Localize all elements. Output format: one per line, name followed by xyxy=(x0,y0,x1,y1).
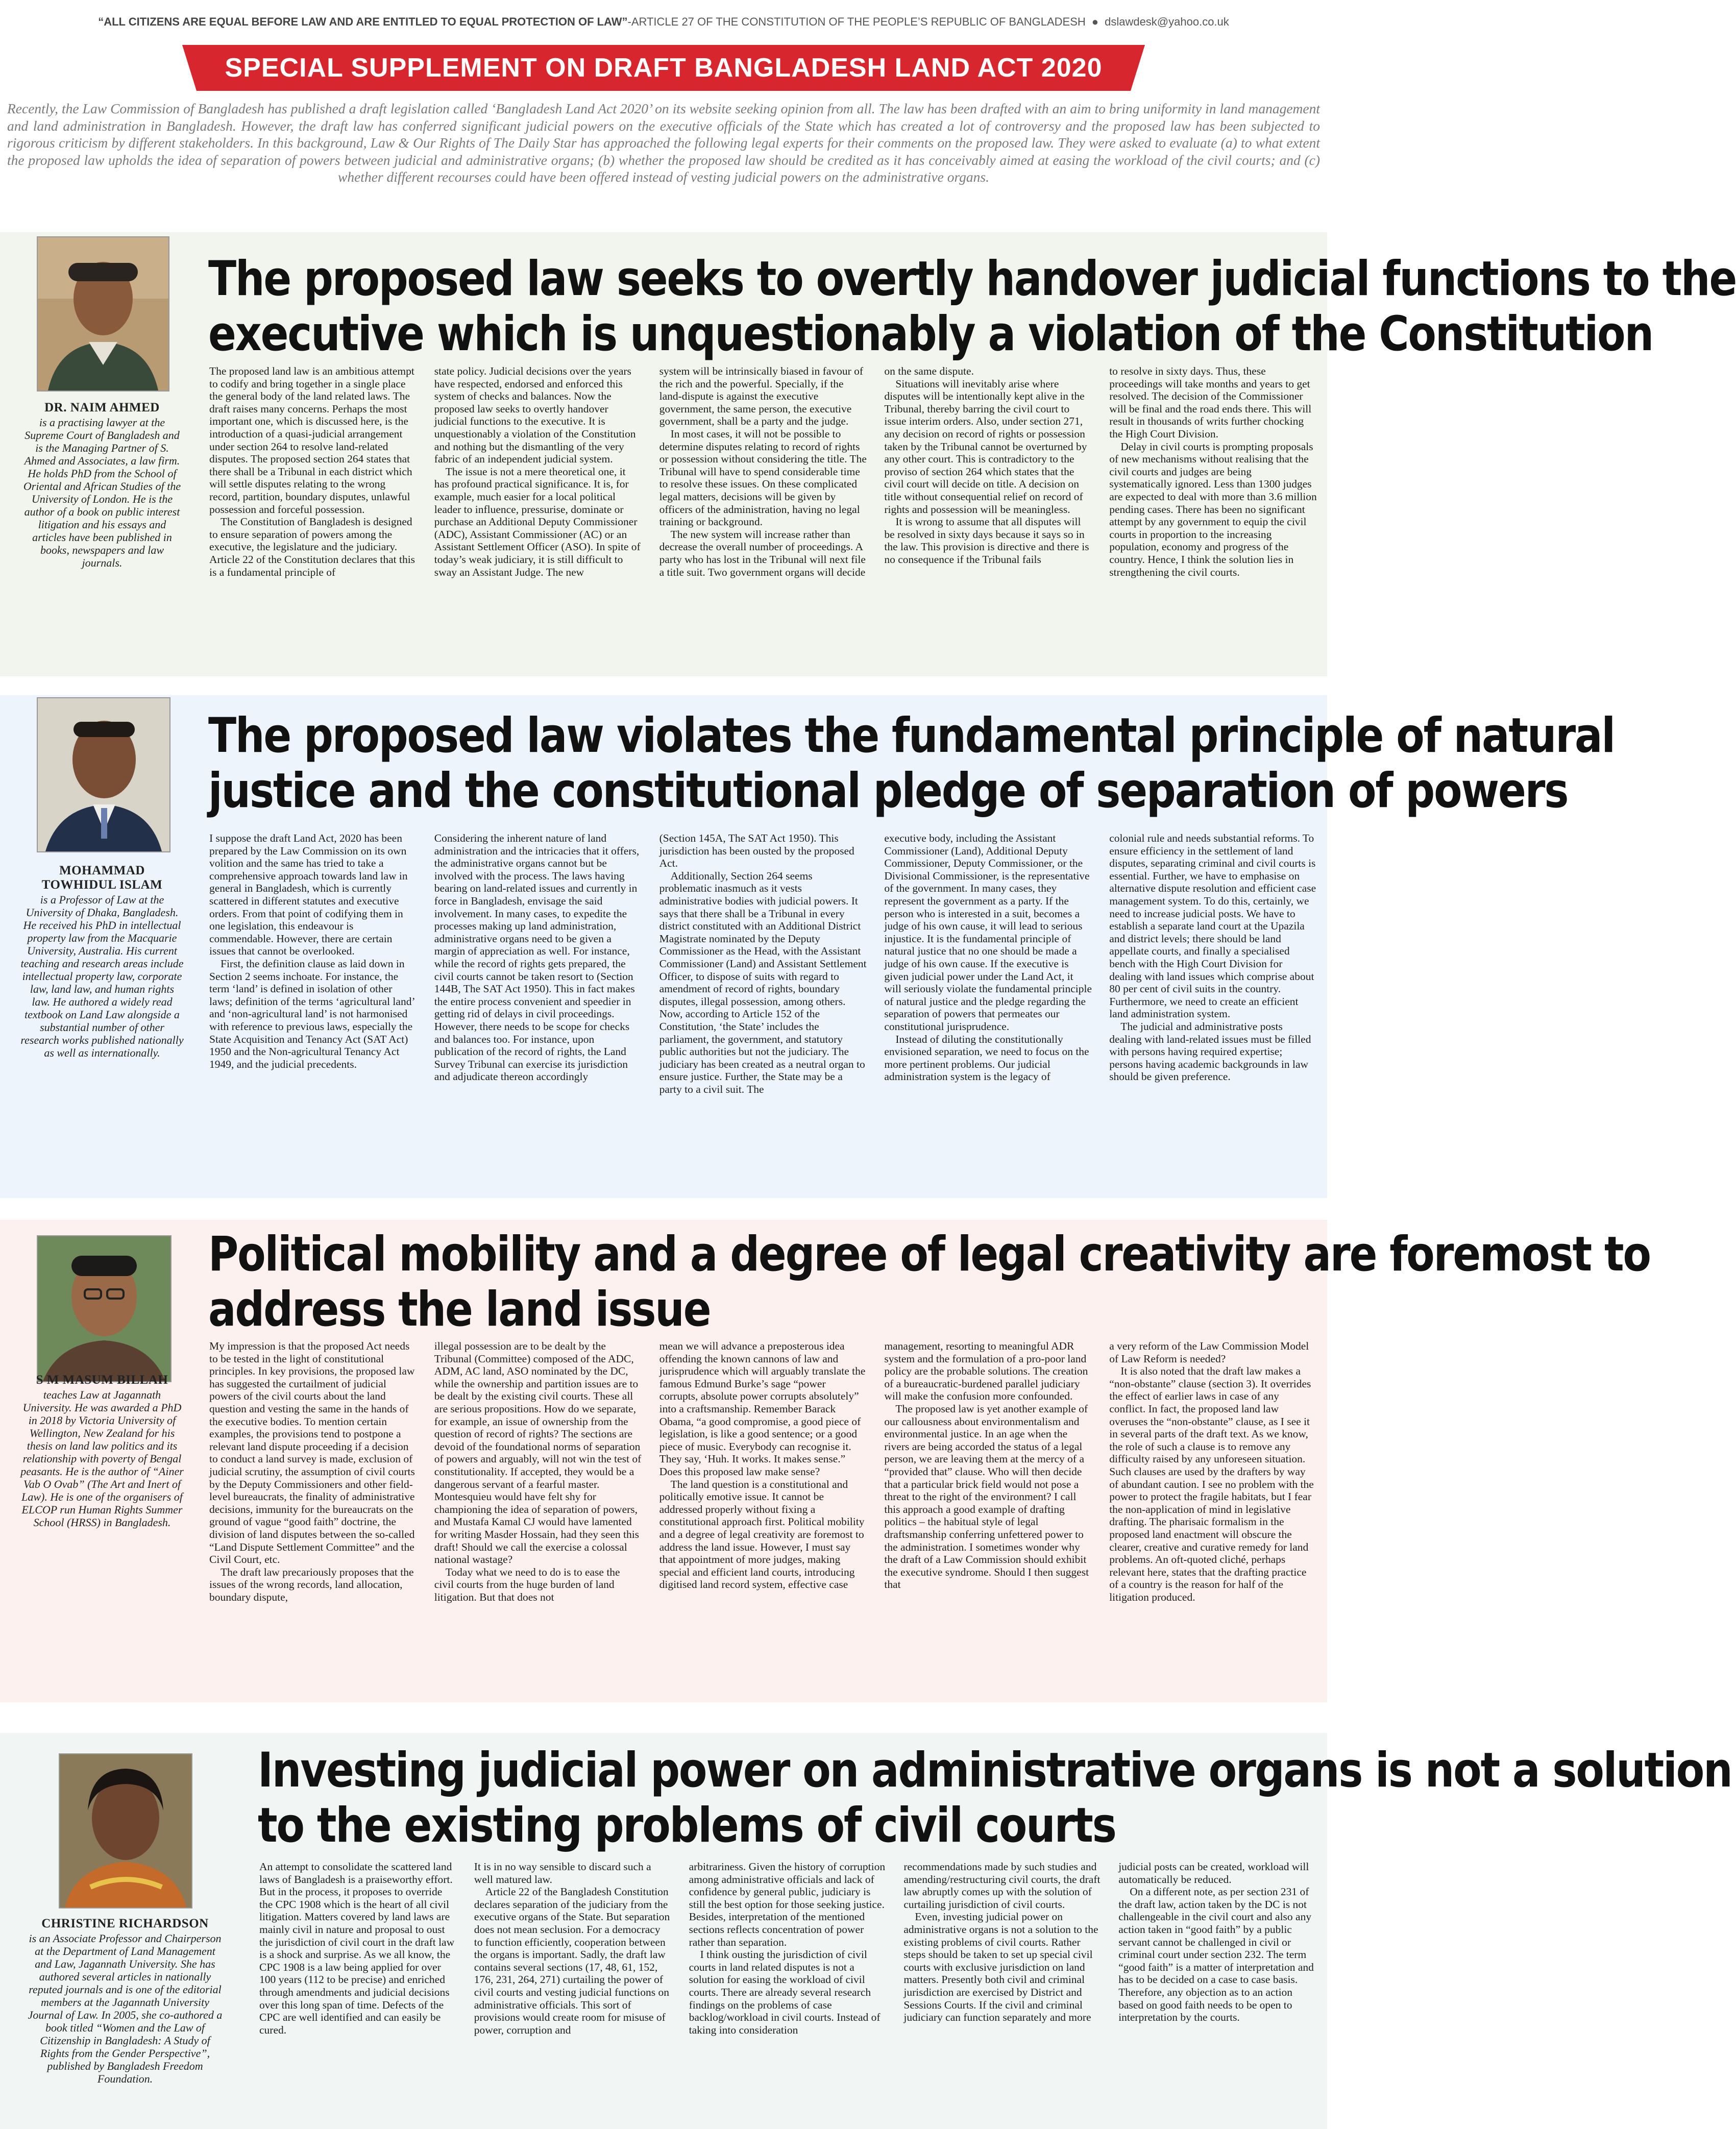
article-paragraph: An attempt to consolidate the scattered land laws of Bangladesh is a praiseworthy effort. But in the process, it proposes to override the CPC 1908 which is the heart of all civil litigation. Matters covered by land laws are mainly civil in nature and proposal to oust the jurisdiction of civil court in the draft law is a shock and surprise. As we all know, the CPC 1908 is a law being applied for over 100 years (112 to be precise) and enriched through amendments and judicial decisions over this long span of time. Defects of the CPC are well identified and can easily be cured. xyxy=(259,1861,455,2036)
article-paragraph: The issue is not a mere theoretical one, it has profound practical significance. It is, for example, much easier for a local political leader to influence, pressurise, dominate or purchase an Additional Deputy Commissioner (ADC), Assistant Commissioner (AC) or an Assistant Settlement Officer (ASO). In spite of today’s weak judiciary, it is still difficult to sway an Assistant Judge. The new xyxy=(434,465,641,578)
article-section-3 xyxy=(0,1220,1650,1702)
separator-dot-icon: ● xyxy=(1091,15,1099,28)
headline xyxy=(258,1743,1732,1853)
author-description: teaches Law at Jagannath University. He was awarded a PhD in 2018 by Victoria University of Wellington, New Zealand for his thesis on land law politics and its relationship with poverty of Bengal peasants. He is the author of “Ainer Vab O Ovab” (The Art and Inert of Law). He is one of the organisers of ELCOP run Human Rights Summer School (HRSS) in Bangladesh. xyxy=(20,1388,184,1529)
article-columns xyxy=(209,365,1317,671)
article-paragraph: executive body, including the Assistant Commissioner (Land), Additional Deputy Commissioner, Deputy Commissioner, or the Divisional Commissioner, is the representative of the government. In many cases, they represent the government as a party. If the person who is interested in a suit, becomes a judge of his own cause, it will lead to serious injustice. It is the fundamental principle of natural justice that no one should be made a judge of his own cause. If the executive is given judicial power under the Land Act, it will seriously violate the fundamental principle of natural justice and the pledge regarding the separation of powers that permeates our constitutional jurisprudence. xyxy=(884,832,1092,1033)
article-paragraph: The proposed law is yet another example of our callousness about environmentalism and environmental justice. In an age when the rivers are being accorded the status of a legal person, we are leaving them at the mercy of a “provided that” clause. Who will then decide that a particular brick field would not pose a threat to the right of the environment? I call this approach a good example of drafting politics – the habitual style of legal draftsmanship conferring unfettered power to the administration. I sometimes wonder why the draft of a Law Commission should exhibit the executive syndrome. Should I then suggest that xyxy=(884,1402,1089,1591)
headline-line-2: executive which is unquestionably a violation of the Constitution xyxy=(208,306,1653,362)
article-column-1 xyxy=(209,1340,417,1697)
article-column-5 xyxy=(1118,1861,1316,2123)
masthead-email[interactable]: dslawdesk@yahoo.co.uk xyxy=(1105,15,1229,28)
author-description: is an Associate Professor and Chairperson at the Department of Land Management and Law, Jagannath University. She has authored several articles in nationally reputed journals and is one of the editorial members at the Jagannath University Journal of Law. In 2005, she co-authored a book titled “Women and the Law of Citizenship in Bangladesh: A Study of Rights from the Gender Perspective”, published by Bangladesh Freedom Foundation. xyxy=(28,1932,223,2085)
article-paragraph: (Section 145A, The SAT Act 1950). This jurisdiction has been ousted by the proposed Act. xyxy=(659,832,854,870)
article-column-4 xyxy=(903,1861,1101,2123)
article-paragraph: The proposed land law is an ambitious attempt to codify and bring together in a single place the general body of the land related laws. The draft raises many concerns. Perhaps the most important one, which is discussed here, is the introduction of a quasi-judicial arrangement under section 264 to resolve land-related disputes. The proposed section 264 states that there shall be a Tribunal in each district which will settle disputes relating to the wrong record, partition, boundary disputes, unlawful possession and forceful possession. xyxy=(209,365,414,516)
article-column-1 xyxy=(209,365,417,671)
headline-line-1: The proposed law seeks to overtly handover judicial functions to the xyxy=(208,251,1736,307)
author-bio xyxy=(20,864,184,1059)
article-column-5 xyxy=(1109,1340,1317,1697)
article-paragraph: Delay in civil courts is prompting proposals of new mechanisms without realising that the civil courts and judges are being systematically ignored. Less than 1300 judges are expected to deal with more than 3.6 million pending cases. There has been no significant attempt by any government to equip the civil courts in proportion to the increasing population, economy and progress of the country. Hence, I think the solution lies in strengthening the civil courts. xyxy=(1109,440,1317,578)
author-description: is a Professor of Law at the University of Dhaka, Bangladesh. He received his PhD in intellectual property law from the Macquarie University, Australia. His current teaching and research areas include intellectual property law, corporate law, land law, and human rights law. He authored a widely read textbook on Land Law alongside a substantial number of other research works published nationally as well as internationally. xyxy=(20,893,184,1059)
article-paragraph: state policy. Judicial decisions over the years have respected, endorsed and enforced this system of checks and balances. Now the proposed law seeks to overtly handover judicial functions to the executive. It is unquestionably a violation of the Constitution and nothing but the dismantling of the very fabric of an independent judicial system. xyxy=(434,365,636,466)
headline xyxy=(208,1227,1650,1337)
article-paragraph: management, resorting to meaningful ADR system and the formulation of a pro-poor land policy are the probable solutions. The creation of a bureaucratic-burdened parallel judiciary will make the confusion more confounded. xyxy=(884,1340,1088,1403)
article-paragraph: mean we will advance a preposterous idea offending the known cannons of law and jurisprudence which will arguably translate the famous Edmund Burke’s sage “power corrupts, absolute power corrupts absolutely” into a craftsmanship. Remember Barack Obama, “a good compromise, a good piece of legislation, is like a good sentence; or a good piece of music. Everybody can recognise it. They say, ‘Huh. It works. It makes sense.” Does this proposed law make sense? xyxy=(659,1340,866,1478)
article-column-3 xyxy=(659,832,867,1195)
article-section-4 xyxy=(0,1733,1732,2129)
intro-paragraph: Recently, the Law Commission of Bangladesh has published a draft legislation called ‘Bangladesh Land Act 2020’ on its website seeking opinion from all. The law has been drafted with an aim to bring uniformity in land management and land administration in Bangladesh. However, the draft law has conferred significant judicial powers on the executive officials of the State which has created a lot of controversy and the proposed law has been subjected to rigorous criticism by different stakeholders. In this background, Law & Our Rights of The Daily Star has approached the following legal experts for their comments on the proposed law. They were asked to evaluate (a) to what extent the proposed law upholds the idea of separation of powers between judicial and administrative organs; (b) whether the proposed law should be credited as it has conceivably aimed at easing the workload of the civil courts; and (c) whether different recourses could have been offered instead of vesting judicial powers on the administrative organs. xyxy=(7,101,1320,185)
article-paragraph: Today what we need to do is to ease the civil courts from the huge burden of land litigation. But that does not xyxy=(434,1565,620,1603)
author-bio xyxy=(26,1917,225,2085)
article-paragraph: arbitrariness. Given the history of corruption among administrative officials and lack of confidence by general public, judiciary is still the best option for those seeking justice. Besides, interpretation of the mentioned sections reflects concentration of power rather than separation. xyxy=(689,1861,886,1948)
article-column-3 xyxy=(659,1340,867,1697)
article-paragraph: On a different note, as per section 231 of the draft law, action taken by the DC is not challengeable in the civil court and also any action taken in “good faith” by a public servant cannot be challenged in civil or criminal court under section 232. The term “good faith” is a matter of interpretation and has to be decided on a case to case basis. Therefore, any objection as to an action based on good faith needs to be open to interpretation by the courts. xyxy=(1118,1886,1314,2024)
article-paragraph: system will be intrinsically biased in favour of the rich and the powerful. Specially, if the land-dispute is against the executive government, the same person, the executive government, shall be a party and the judge. xyxy=(659,365,864,428)
masthead-source: -ARTICLE 27 OF THE CONSTITUTION OF THE PEOPLE’S REPUBLIC OF BANGLADESH xyxy=(627,15,1086,28)
headline-line-1: Investing judicial power on administrative organs is not a solution xyxy=(258,1743,1732,1798)
article-paragraph: Article 22 of the Bangladesh Constitution declares separation of the judiciary from the executive organs of the State. But separation does not mean seclusion. For a democracy to function efficiently, cooperation between the organs is important. Sadly, the draft law contains several sections (17, 48, 61, 152, 176, 231, 264, 271) curtailing the power of civil courts and vesting judicial functions on administrative officials. This sort of provisions would create room for misuse of power, corruption and xyxy=(474,1886,670,2036)
headline xyxy=(208,708,1615,819)
article-paragraph: Instead of diluting the constitutionally envisioned separation, we need to focus on the more pertinent problems. Our judicial administration system is the legacy of xyxy=(884,1033,1089,1083)
article-paragraph: Additionally, Section 264 seems problematic inasmuch as it vests administrative bodies with judicial powers. It says that there shall be a Tribunal in every district constituted with an Additional District Magistrate nominated by the Deputy Commissioner as the Head, with the Assistant Commissioner (Land) and Assistant Settlement Officer, to dispose of suits with regard to amendment of record of rights, boundary disputes, illegal possession, among others. Now, according to Article 152 of the Constitution, ‘the State’ includes the parliament, the government, and statutory public authorities but not the judiciary. The judiciary has been created as a neutral organ to ensure justice. Further, the State may be a party to a civil suit. The xyxy=(659,869,867,1095)
article-paragraph: Even, investing judicial power on administrative organs is not a solution to the existing problems of civil courts. Rather steps should be taken to set up special civil courts with exclusive jurisdiction on land matters. Presently both civil and criminal jurisdiction are exercised by District and Sessions Courts. If the civil and criminal judiciary can function separately and more xyxy=(903,1911,1098,2024)
article-paragraph: It is in no way sensible to discard such a well matured law. xyxy=(474,1861,651,1886)
author-photo xyxy=(59,1753,192,1908)
masthead xyxy=(0,9,1327,35)
article-section-1 xyxy=(0,232,1736,676)
article-columns xyxy=(259,1861,1316,2123)
headline-line-2: to the existing problems of civil courts xyxy=(258,1798,1116,1853)
article-section-2 xyxy=(0,695,1615,1198)
author-description: is a practising lawyer at the Supreme Court of Bangladesh and is the Managing Partner of S. Ahmed and Associates, a law firm. He holds PhD from the School of Oriental and African Studies of the University of London. He is the author of a book on public interest litigation and his essays and articles have been published in books, newspapers and law journals. xyxy=(23,416,181,569)
author-bio xyxy=(20,1373,184,1529)
article-paragraph: The land question is a constitutional and politically emotive issue. It cannot be addressed properly without fixing a constitutional approach first. Political mobility and a degree of legal creativity are foremost to address the land issue. However, I must say that appointment of more judges, making special and efficient land courts, introducing digitised land record system, effective case xyxy=(659,1478,865,1591)
article-column-3 xyxy=(689,1861,887,2123)
article-paragraph: to resolve in sixty days. Thus, these proceedings will take months and years to get resolved. The decision of the Commissioner will be final and the road ends there. This will result in thousands of writs further chocking the High Court Division. xyxy=(1109,365,1312,440)
article-paragraph: The Constitution of Bangladesh is designed to ensure separation of powers among the executive, the legislature and the judiciary. Article 22 of the Constitution declares that this is a fundamental principle of xyxy=(209,516,415,578)
article-column-1 xyxy=(259,1861,457,2123)
article-column-2 xyxy=(434,832,642,1195)
article-paragraph: I think ousting the jurisdiction of civil courts in land related disputes is not a solution for easing the workload of civil courts. There are already several research findings on the problems of case backlog/workload in civil courts. Instead of taking into consideration xyxy=(689,1948,881,2036)
article-column-4 xyxy=(884,1340,1092,1697)
article-column-3 xyxy=(659,365,867,671)
article-column-2 xyxy=(434,365,642,671)
article-paragraph: colonial rule and needs substantial reforms. To ensure efficiency in the settlement of land disputes, separating criminal and civil courts is essential. Further, we have to emphasise on alternative dispute resolution and efficient case management system. To do this, certainly, we need to increase judicial posts. We have to establish a separate land court at the Upazila and district levels; there should be land appellate courts, and finally a specialised bench with the High Court Division for dealing with land issues which comprise about 80 per cent of civil suits in the country. Furthermore, we need to create an efficient land administration system. xyxy=(1109,832,1316,1020)
headline-line-2: address the land issue xyxy=(208,1282,711,1337)
article-column-4 xyxy=(884,365,1092,671)
article-paragraph: It is also noted that the draft law makes a “non-obstante” clause (section 3). It overrides the effect of earlier laws in case of any conflict. In fact, the proposed land law overuses the “non-obstante” clause, as I see it in several parts of the draft text. As we know, the role of such a clause is to remove any difficulty raised by any unforeseen situation. Such clauses are used by the drafters by way of abundant caution. I see no problem with the power to protect the fragile habitats, but I fear the non-application of mind in legislative drafting. The pharisaic formalism in the proposed land enactment will obscure the clearer, creative and curative remedy for land problems. An oft-quoted cliché, perhaps relevant here, states that the drafting practice of a country is the reason for half of the litigation produced. xyxy=(1109,1365,1314,1603)
article-paragraph: In most cases, it will not be possible to determine disputes relating to record of rights or possession without considering the title. The Tribunal will have to spend considerable time to resolve these issues. On these complicated legal matters, decisions will be given by officers of the administration, having no legal training or background. xyxy=(659,427,867,528)
article-paragraph: It is wrong to assume that all disputes will be resolved in sixty days because it says so in the law. This provision is directive and there is no consequence if the Tribunal fails xyxy=(884,516,1089,566)
article-columns xyxy=(209,832,1317,1195)
author-photo xyxy=(37,697,170,852)
article-paragraph: Situations will inevitably arise where disputes will be intentionally kept alive in the Tribunal, thereby barring the civil court to issue interim orders. Also, under section 271, any decision on record of rights or possession taken by the Tribunal cannot be overturned by any other court. This is contradictory to the proviso of section 264 which states that the civil court will decide on title. A decision on title without consequential relief on record of rights and possession will be meaningless. xyxy=(884,377,1087,516)
article-paragraph: illegal possession are to be dealt by the Tribunal (Committee) composed of the ADC, ADM, AC land, ASO nominated by the DC, while the ownership and partition issues are to be dealt by the existing civil courts. These all are serious propositions. How do we separate, for example, an issue of ownership from the question of record of rights? The sections are devoid of the foundational norms of separation of powers and arguably, will not win the test of constitutionality. If accepted, they would be a dangerous servant of a fearful master. Montesquieu would have felt shy for championing the idea of separation of powers, and Mustafa Kamal CJ would have lamented for writing Masder Hossain, had they seen this draft! Should we call the exercise a colossal national wastage? xyxy=(434,1340,642,1566)
article-paragraph: The judicial and administrative posts dealing with land-related issues must be filled with persons having required expertise; persons having academic backgrounds in law should be given preference. xyxy=(1109,1020,1311,1083)
author-name: MOHAMMAD TOWHIDUL ISLAM xyxy=(41,864,163,892)
article-paragraph: on the same dispute. xyxy=(884,365,974,377)
article-column-5 xyxy=(1109,832,1317,1195)
article-column-5 xyxy=(1109,365,1317,671)
article-paragraph: recommendations made by such studies and amending/restructuring civil courts, the draft law abruptly comes up with the solution of curtailing jurisdiction of civil courts. xyxy=(903,1861,1101,1911)
article-paragraph: The new system will increase rather than decrease the overall number of proceedings. A party who has lost in the Tribunal will next file a title suit. Two government organs will decide xyxy=(659,528,866,578)
supplement-banner: SPECIAL SUPPLEMENT ON DRAFT BANGLADESH LAND ACT 2020 xyxy=(197,45,1131,91)
author-name: CHRISTINE RICHARDSON xyxy=(41,1917,209,1930)
author-bio xyxy=(20,401,184,569)
author-name: S M MASUM BILLAH xyxy=(36,1373,168,1387)
article-column-2 xyxy=(474,1861,672,2123)
author-photo xyxy=(37,236,169,391)
article-column-1 xyxy=(209,832,417,1195)
headline-line-1: The proposed law violates the fundamental principle of natural xyxy=(208,708,1615,764)
article-paragraph: I suppose the draft Land Act, 2020 has been prepared by the Law Commission on its own volition and the same has tried to take a comprehensive approach towards land law in general in Bangladesh, which is currently scattered in different statutes and executive orders. From that point of codifying them in one legislation, this endeavour is commendable. However, there are certain issues that cannot be overlooked. xyxy=(209,832,408,958)
article-paragraph: judicial posts can be created, workload will automatically be reduced. xyxy=(1118,1861,1309,1886)
article-paragraph: My impression is that the proposed Act needs to be tested in the light of constitutional principles. In key provisions, the proposed law has suggested the curtailment of judicial powers of the civil courts about the land question and vesting the same in the hands of the executive bodies. To mention certain examples, the provisions tend to postpone a relevant land dispute proceeding if a decision to conduct a land survey is made, exclusion of judicial scrutiny, the assumption of civil courts by the Deputy Commissioners and other field-level bureaucrats, the finality of administrative decisions, immunity for the bureaucrats on the ground of vague “good faith” doctrine, the division of land disputes between the so-called “Land Dispute Settlement Committee” and the Civil Court, etc. xyxy=(209,1340,415,1566)
author-photo xyxy=(37,1235,172,1382)
headline xyxy=(208,252,1736,362)
article-column-2 xyxy=(434,1340,642,1697)
article-column-4 xyxy=(884,832,1092,1195)
headline-line-1: Political mobility and a degree of legal creativity are foremost to xyxy=(208,1227,1650,1282)
author-name: DR. NAIM AHMED xyxy=(44,401,160,414)
article-paragraph: First, the definition clause as laid down in Section 2 seems inchoate. For instance, the term ‘land’ is defined in isolation of other laws; definition of the terms ‘agricultural land’ and ‘non-agricultural land’ is not harmonised with reference to previous laws, especially the State Acquisition and Tenancy Act (SAT Act) 1950 and the Non-agricultural Tenancy Act 1949, and the judicial precedents. xyxy=(209,957,415,1070)
headline-line-2: justice and the constitutional pledge of separation of powers xyxy=(208,763,1568,819)
article-paragraph: The draft law precariously proposes that the issues of the wrong records, land allocation, boundary dispute, xyxy=(209,1565,414,1603)
masthead-quote: “ALL CITIZENS ARE EQUAL BEFORE LAW AND ARE ENTITLED TO EQUAL PROTECTION OF LAW” xyxy=(98,15,628,28)
article-paragraph: Considering the inherent nature of land administration and the intricacies that it offers, the administrative organs cannot but be involved with the process. The laws having bearing on land-related issues and currently in force in Bangladesh, envisage the said involvement. In many cases, to expedite the processes making up land administration, administrative organs need to be given a margin of appreciation as well. For instance, while the record of rights gets prepared, the civil courts cannot be taken resort to (Section 144B, The SAT Act 1950). This in fact makes the entire process convenient and speedier in getting rid of delays in civil proceedings. However, there needs to be scope for checks and balances too. For instance, upon publication of the record of rights, the Land Survey Tribunal can exercise its jurisdiction and adjudicate thereon accordingly xyxy=(434,832,640,1083)
article-columns xyxy=(209,1340,1317,1697)
article-paragraph: a very reform of the Law Commission Model of Law Reform is needed? xyxy=(1109,1340,1309,1365)
